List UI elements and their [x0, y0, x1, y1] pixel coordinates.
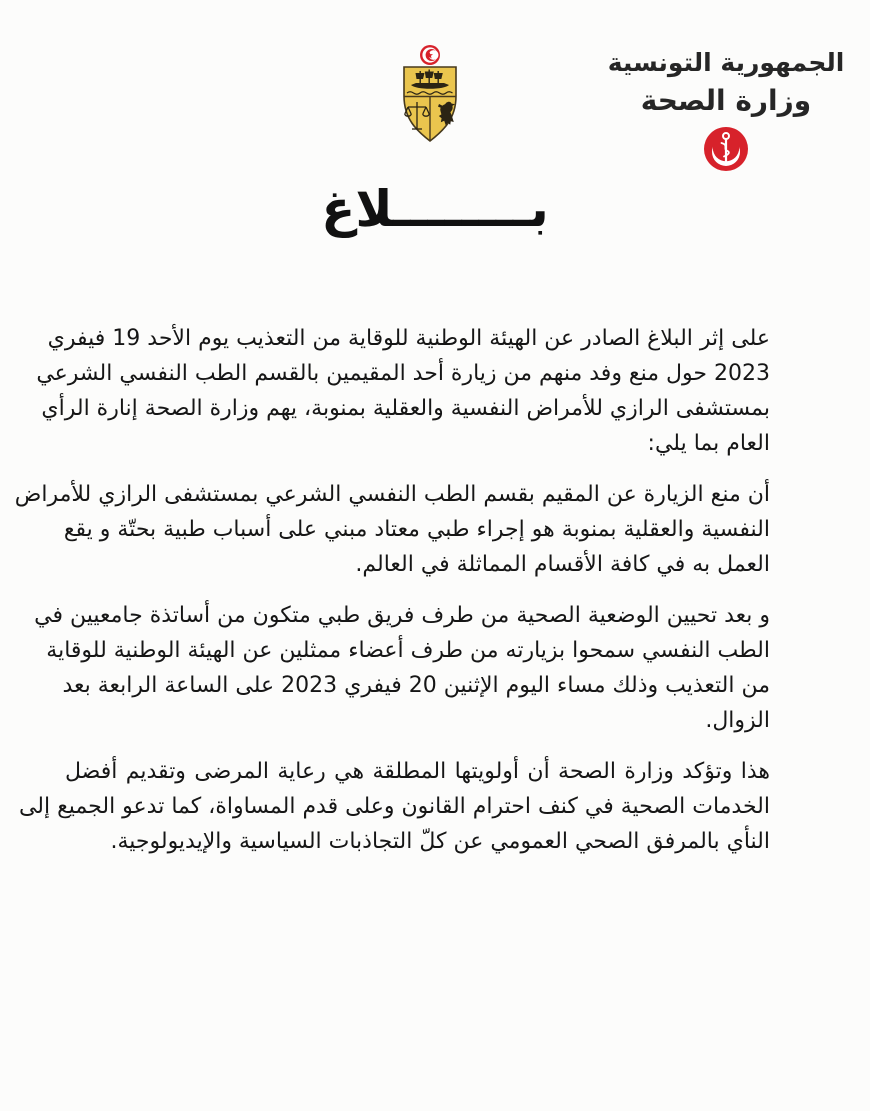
text-line: الزوال. [705, 708, 770, 733]
communique-title: بــــــــلاغ [321, 180, 549, 238]
paragraph [36, 321, 770, 461]
text-line: أن منع الزيارة عن المقيم بقسم الطب النفسي الشرعي بمستشفى الرازي للأمراض [14, 482, 770, 507]
text-line: من التعذيب وذلك مساء اليوم الإثنين 20 فيفري 2023 على الساعة الرابعة بعد [62, 673, 770, 698]
text-line: العام بما يلي: [647, 431, 770, 456]
crescent-star-disc [420, 45, 440, 65]
communique-body [14, 321, 770, 875]
ministry-title: وزارة الصحة [640, 84, 812, 117]
republic-title: الجمهورية التونسية [607, 48, 845, 77]
paragraph [14, 477, 770, 582]
text-line: هذا وتؤكد وزارة الصحة أن أولويتها المطلقة هي رعاية المرضى وتقديم أفضل [65, 759, 770, 784]
text-line: النأي بالمرفق الصحي العمومي عن كلّ التجاذبات السياسية والإيديولوجية. [110, 829, 770, 854]
text-line: 2023 حول منع وفد منهم من زيارة أحد المقيمين بالقسم الطب النفسي الشرعي [36, 361, 770, 386]
text-line: الطب النفسي سمحوا بزيارته من طرف أعضاء ممثلين عن الهيئة الوطنية للوقاية [46, 638, 770, 663]
text-line: بمستشفى الرازي للأمراض النفسية والعقلية بمنوبة، يهم وزارة الصحة إنارة الرأي [41, 396, 770, 421]
tunisia-coat-of-arms-icon [397, 44, 463, 144]
text-line: العمل به في كافة الأقسام المماثلة في العالم. [355, 552, 770, 577]
text-line: النفسية والعقلية بمنوبة هو إجراء طبي معتاد مبني على أسباب طبية بحتّة و يقع [63, 517, 770, 542]
letterhead [588, 46, 864, 172]
health-ministry-logo-icon [703, 126, 749, 172]
text-line: و بعد تحيين الوضعية الصحية من طرف فريق طبي متكون من أساتذة جامعيين في [34, 603, 770, 628]
paragraph [18, 754, 770, 859]
paragraph [34, 598, 770, 738]
text-line: الخدمات الصحية في كنف احترام القانون وعلى قدم المساواة، كما تدعو الجميع إلى [18, 794, 770, 819]
text-line: على إثر البلاغ الصادر عن الهيئة الوطنية للوقاية من التعذيب يوم الأحد 19 فيفري [47, 326, 770, 351]
